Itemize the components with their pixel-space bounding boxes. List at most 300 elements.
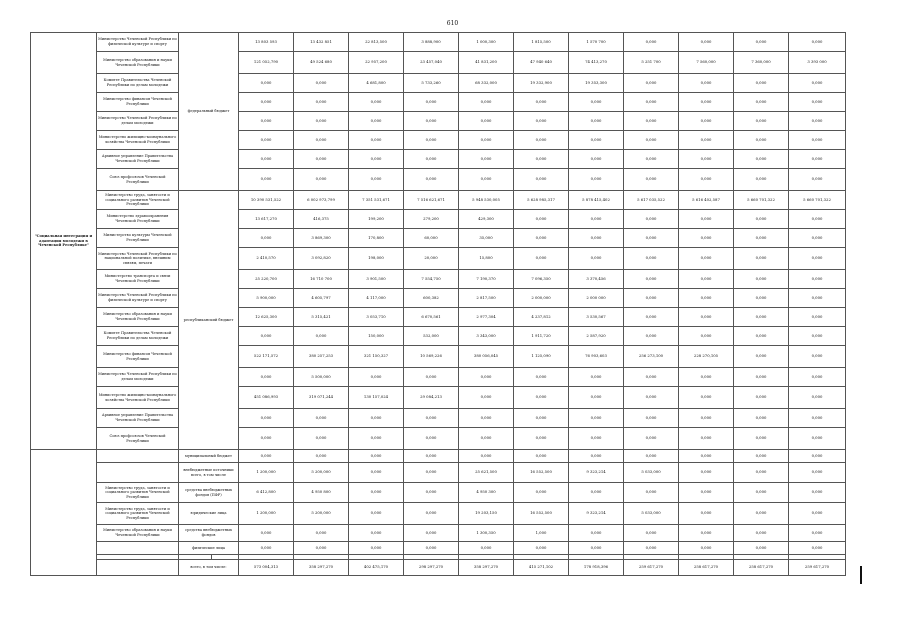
value-cell: 0,000 <box>349 93 404 112</box>
value-cell: 0,000 <box>679 93 734 112</box>
value-cell: 0,000 <box>734 387 789 409</box>
value-cell: 3 343,000 <box>459 327 514 346</box>
value-cell: 0,000 <box>624 131 679 150</box>
table-row <box>31 560 846 576</box>
table-row <box>31 346 846 368</box>
value-cell: 22 813,500 <box>349 33 404 52</box>
value-cell: 0,000 <box>624 308 679 327</box>
value-cell: 451 086,993 <box>239 387 294 409</box>
value-cell: 3 901,500 <box>349 270 404 289</box>
value-cell: 1 200,000 <box>239 503 294 525</box>
value-cell: 3 888,900 <box>404 33 459 52</box>
value-cell: 1 125,090 <box>514 346 569 368</box>
value-cell: 13 617,270 <box>239 210 294 229</box>
source-extra: средства внебюджетных фондов <box>179 525 239 542</box>
value-cell: 47 940 640 <box>514 52 569 74</box>
value-cell: 0,000 <box>789 33 846 52</box>
value-cell: 0,000 <box>294 150 349 169</box>
value-cell: 3 530,567 <box>569 308 624 327</box>
value-cell: 6 002 973,799 <box>294 191 349 210</box>
value-cell: 35,000 <box>459 229 514 248</box>
org-name: Союз профсоюзов Чеченской Республики <box>97 428 179 450</box>
value-cell: 0,000 <box>569 525 624 542</box>
value-cell: 0,000 <box>459 368 514 387</box>
value-cell: 380 056,045 <box>459 346 514 368</box>
value-cell: 2 817,500 <box>459 289 514 308</box>
value-cell: 0,000 <box>679 150 734 169</box>
value-cell: 0,000 <box>734 428 789 450</box>
value-cell: 298 297,270 <box>404 560 459 576</box>
value-cell: 0,000 <box>294 112 349 131</box>
value-cell: 0,000 <box>459 112 514 131</box>
source-municipal: муниципальный бюджет <box>179 450 239 463</box>
source-individuals: физические лица <box>179 542 239 555</box>
org-name: Союз профсоюзов Чеченской Республики <box>97 169 179 191</box>
value-cell: 3 393 000 <box>789 52 846 74</box>
value-cell: 0,000 <box>679 131 734 150</box>
org-name: Министерство труда, занятости и социального развития Чеченской Республики <box>97 503 179 525</box>
value-cell: 358 297,270 <box>294 560 349 576</box>
value-cell: 0,000 <box>734 150 789 169</box>
value-cell: 2 410,570 <box>239 248 294 270</box>
value-cell: 259 617,270 <box>789 560 846 576</box>
value-cell: 0,000 <box>349 169 404 191</box>
value-cell: 0,000 <box>789 483 846 503</box>
source-extra: юридические лица <box>179 503 239 525</box>
source-extra: средства внебюджетных фондов (ПФР) <box>179 483 239 503</box>
value-cell: 0,000 <box>239 229 294 248</box>
table-row <box>31 131 846 150</box>
value-cell: 9 323,214 <box>569 503 624 525</box>
value-cell: 0,000 <box>789 346 846 368</box>
value-cell: 0,000 <box>569 428 624 450</box>
source-federal: федеральный бюджет <box>179 33 239 191</box>
value-cell: 0,000 <box>624 33 679 52</box>
value-cell: 3 053,710 <box>349 308 404 327</box>
value-cell: 0,000 <box>294 169 349 191</box>
value-cell: 0,000 <box>294 131 349 150</box>
table-row <box>31 463 846 483</box>
value-cell: 1,000 <box>514 525 569 542</box>
value-cell: 0,000 <box>349 150 404 169</box>
value-cell: 0,000 <box>734 210 789 229</box>
value-cell: 0,000 <box>239 525 294 542</box>
table-row <box>31 542 846 555</box>
table-row <box>31 483 846 503</box>
value-cell: 5 315,421 <box>294 308 349 327</box>
table-row <box>31 169 846 191</box>
org-name: Министерство образования и науки Чеченской Республики <box>97 52 179 74</box>
table-row <box>31 308 846 327</box>
value-cell: 5 628 985,317 <box>514 191 569 210</box>
value-cell: 0,000 <box>459 450 514 463</box>
value-cell: 10 390 531,522 <box>239 191 294 210</box>
value-cell: 0,000 <box>734 270 789 289</box>
value-cell: 5 033,000 <box>624 463 679 483</box>
value-cell: 0,000 <box>514 210 569 229</box>
org-name: Архивное управление Правительства Чеченской Республики <box>97 150 179 169</box>
total-label: всего, в том числе: <box>179 560 239 576</box>
program-title: "Социальная интеграция и адаптация молодежи в Чеченской Республике" <box>31 33 97 450</box>
value-cell: 0,000 <box>789 289 846 308</box>
value-cell: 0,000 <box>569 368 624 387</box>
table-row <box>31 387 846 409</box>
value-cell: 0,000 <box>239 327 294 346</box>
value-cell: 0,000 <box>679 409 734 428</box>
value-cell: 319 071,244 <box>294 387 349 409</box>
value-cell: 0,000 <box>679 428 734 450</box>
value-cell: 0,000 <box>239 169 294 191</box>
org-name: Министерство Чеченской Республики по делам молодежи <box>97 368 179 387</box>
org-name: Комитет Правительства Чеченской Республики по делам молодежи <box>97 74 179 93</box>
value-cell: 5 900,000 <box>239 289 294 308</box>
source-extra-total: внебюджетные источники всего, в том числе <box>179 463 239 483</box>
value-cell: 0,000 <box>624 542 679 555</box>
value-cell: 0,000 <box>514 93 569 112</box>
value-cell: 7 560,000 <box>679 52 734 74</box>
value-cell: 0,000 <box>734 229 789 248</box>
value-cell: 0,000 <box>569 409 624 428</box>
value-cell: 5 660 701,322 <box>789 191 846 210</box>
value-cell: 259 617,270 <box>624 560 679 576</box>
value-cell: 4 117,000 <box>349 289 404 308</box>
org-name: Министерство культуры Чеченской Республики <box>97 229 179 248</box>
value-cell: 7 190,370 <box>459 270 514 289</box>
value-cell: 0,000 <box>294 327 349 346</box>
value-cell: 74 413,270 <box>569 52 624 74</box>
value-cell: 0,000 <box>679 210 734 229</box>
value-cell: 0,000 <box>514 131 569 150</box>
value-cell: 0,000 <box>294 542 349 555</box>
value-cell: 0,000 <box>404 409 459 428</box>
value-cell: 0,000 <box>349 450 404 463</box>
value-cell: 0,000 <box>734 248 789 270</box>
value-cell: 0,000 <box>734 74 789 93</box>
value-cell: 0,000 <box>514 409 569 428</box>
value-cell: 0,000 <box>349 483 404 503</box>
value-cell: 0,000 <box>789 450 846 463</box>
value-cell: 0,000 <box>514 248 569 270</box>
value-cell: 2 000,000 <box>514 289 569 308</box>
value-cell: 198,000 <box>349 248 404 270</box>
value-cell: 0,000 <box>624 169 679 191</box>
value-cell: 0,000 <box>789 248 846 270</box>
value-cell: 10 569,226 <box>404 346 459 368</box>
value-cell: 5 616 402,587 <box>679 191 734 210</box>
value-cell: 0,000 <box>679 463 734 483</box>
value-cell: 0,000 <box>569 248 624 270</box>
value-cell: 0,000 <box>734 463 789 483</box>
empty-cell <box>97 560 179 576</box>
value-cell: 0,000 <box>459 409 514 428</box>
value-cell: 25 220,700 <box>239 270 294 289</box>
value-cell: 0,000 <box>569 169 624 191</box>
value-cell: 9 323,214 <box>569 463 624 483</box>
value-cell: 0,000 <box>789 368 846 387</box>
value-cell: 4 950 800 <box>294 483 349 503</box>
org-name: Министерство Чеченской Республики по национальной политике, внешним связям, печати <box>97 248 179 270</box>
value-cell: 0,000 <box>734 112 789 131</box>
value-cell: 0,000 <box>679 33 734 52</box>
value-cell: 5 948 530,005 <box>459 191 514 210</box>
value-cell: 0,000 <box>349 131 404 150</box>
value-cell: 0,000 <box>404 169 459 191</box>
value-cell: 0,000 <box>294 450 349 463</box>
value-cell: 0,000 <box>679 483 734 503</box>
value-cell: 258 617,270 <box>734 560 789 576</box>
value-cell: 0,000 <box>569 112 624 131</box>
value-cell: 0,000 <box>624 368 679 387</box>
value-cell: 0,000 <box>789 463 846 483</box>
value-cell: 0,000 <box>679 503 734 525</box>
table-row <box>31 248 846 270</box>
value-cell: 5 033,000 <box>624 503 679 525</box>
value-cell: 19 353,300 <box>569 74 624 93</box>
value-cell: 0,000 <box>734 483 789 503</box>
value-cell: 256 273,100 <box>624 346 679 368</box>
value-cell: 0,000 <box>624 150 679 169</box>
value-cell: 16 710 700 <box>294 270 349 289</box>
org-name: Министерство образования и науки Чеченской Республики <box>97 525 179 542</box>
value-cell: 2 000 000 <box>569 289 624 308</box>
value-cell: 49 524 680 <box>294 52 349 74</box>
value-cell: 13 803 593 <box>239 33 294 52</box>
value-cell: 0,000 <box>734 93 789 112</box>
org-name: Министерство образования и науки Чеченской Республики <box>97 308 179 327</box>
value-cell: 0,000 <box>459 428 514 450</box>
org-name: Министерство труда, занятости и социального развития Чеченской Республики <box>97 483 179 503</box>
value-cell: 0,000 <box>514 542 569 555</box>
value-cell: 0,000 <box>624 112 679 131</box>
value-cell: 0,000 <box>624 428 679 450</box>
org-name: Министерство жилищно-коммунального хозяйства Чеченской Республики <box>97 387 179 409</box>
value-cell: 0,000 <box>239 450 294 463</box>
value-cell: 0,000 <box>679 450 734 463</box>
value-cell: 0,000 <box>734 525 789 542</box>
value-cell: 121 052,790 <box>239 52 294 74</box>
value-cell: 22 957,200 <box>349 52 404 74</box>
value-cell: 6 412,800 <box>239 483 294 503</box>
value-cell: 19 203,150 <box>459 503 514 525</box>
value-cell: 0,000 <box>624 210 679 229</box>
value-cell: 170,800 <box>349 229 404 248</box>
value-cell: 279,200 <box>404 210 459 229</box>
value-cell: 0,000 <box>569 93 624 112</box>
value-cell: 532,000 <box>404 327 459 346</box>
org-name: Министерство жилищно-коммунального хозяйства Чеченской Республики <box>97 131 179 150</box>
value-cell: 0,000 <box>514 450 569 463</box>
table-row <box>31 270 846 289</box>
value-cell: 41 831,200 <box>459 52 514 74</box>
value-cell: 0,000 <box>734 503 789 525</box>
value-cell: 0,000 <box>734 346 789 368</box>
value-cell: 0,000 <box>404 112 459 131</box>
value-cell: 5 200,000 <box>294 463 349 483</box>
value-cell: 0,000 <box>294 409 349 428</box>
value-cell: 0,000 <box>624 483 679 503</box>
value-cell: 0,000 <box>679 525 734 542</box>
value-cell: 0,000 <box>404 150 459 169</box>
value-cell: 0,000 <box>404 131 459 150</box>
value-cell: 0,000 <box>624 450 679 463</box>
value-cell: 0,000 <box>404 542 459 555</box>
value-cell: 0,000 <box>294 428 349 450</box>
value-cell: 0,000 <box>679 169 734 191</box>
value-cell: 20,000 <box>404 248 459 270</box>
table-row <box>31 191 846 210</box>
value-cell: 5 878 415,402 <box>569 191 624 210</box>
value-cell: 0,000 <box>569 450 624 463</box>
table-row <box>31 210 846 229</box>
value-cell: 5 200,000 <box>294 503 349 525</box>
value-cell: 12 625,300 <box>239 308 294 327</box>
value-cell: 0,000 <box>789 210 846 229</box>
value-cell: 258 617,270 <box>679 560 734 576</box>
value-cell: 4 950 300 <box>459 483 514 503</box>
source-republic: республиканский бюджет <box>179 191 239 450</box>
value-cell: 1 815,500 <box>514 33 569 52</box>
table-row <box>31 33 846 52</box>
value-cell: 0,000 <box>349 542 404 555</box>
value-cell: 0,000 <box>789 270 846 289</box>
table-row <box>31 525 846 542</box>
value-cell: 23 457,040 <box>404 52 459 74</box>
value-cell: 573 004,313 <box>239 560 294 576</box>
value-cell: 0,000 <box>404 450 459 463</box>
value-cell: 4 237,812 <box>514 308 569 327</box>
org-name: Архивное управление Правительства Чеченской Республики <box>97 409 179 428</box>
value-cell: 0,000 <box>789 150 846 169</box>
value-cell: 6 670,561 <box>404 308 459 327</box>
value-cell: 0,000 <box>349 428 404 450</box>
value-cell: 0,000 <box>679 327 734 346</box>
value-cell: 13 432 851 <box>294 33 349 52</box>
org-name: Министерство Чеченской Республики по делам молодежи <box>97 112 179 131</box>
value-cell: 3 092,820 <box>294 248 349 270</box>
value-cell: 0,000 <box>294 74 349 93</box>
value-cell: 0,000 <box>679 229 734 248</box>
value-cell: 0,000 <box>734 542 789 555</box>
value-cell: 0,000 <box>679 112 734 131</box>
org-name: Министерство финансов Чеченской Республики <box>97 93 179 112</box>
value-cell: 0,000 <box>789 503 846 525</box>
value-cell: 0,000 <box>734 327 789 346</box>
org-name: Министерство здравоохранения Чеченской Республики <box>97 210 179 229</box>
table-row <box>31 74 846 93</box>
table-row <box>31 93 846 112</box>
empty-cell <box>97 450 179 463</box>
value-cell: 380 257,253 <box>294 346 349 368</box>
value-cell: 0,000 <box>349 503 404 525</box>
empty-cell <box>97 463 179 483</box>
value-cell: 0,000 <box>569 131 624 150</box>
value-cell: 0,000 <box>514 169 569 191</box>
org-name: Министерство труда, занятости и социального развития Чеченской Республики <box>97 191 179 210</box>
value-cell: 1 911,720 <box>514 327 569 346</box>
value-cell: 0,000 <box>624 387 679 409</box>
value-cell: 0,000 <box>349 368 404 387</box>
value-cell: 0,000 <box>789 131 846 150</box>
value-cell: 0,000 <box>569 542 624 555</box>
table-row <box>31 450 846 463</box>
table-row <box>31 229 846 248</box>
value-cell: 228 270,105 <box>679 346 734 368</box>
value-cell: 0,000 <box>514 483 569 503</box>
value-cell: 600,382 <box>404 289 459 308</box>
value-cell: 1 000,300 <box>459 33 514 52</box>
value-cell: 4 605,797 <box>294 289 349 308</box>
value-cell: 1 300,350 <box>459 525 514 542</box>
value-cell: 0,000 <box>514 387 569 409</box>
value-cell: 7 351 531,671 <box>349 191 404 210</box>
value-cell: 0,000 <box>514 150 569 169</box>
value-cell: 0,000 <box>459 131 514 150</box>
value-cell: 0,000 <box>404 503 459 525</box>
value-cell: 0,000 <box>459 150 514 169</box>
value-cell: 0,000 <box>789 229 846 248</box>
value-cell: 0,000 <box>404 525 459 542</box>
value-cell: 15,800 <box>459 248 514 270</box>
value-cell: 0,000 <box>679 387 734 409</box>
table-row <box>31 150 846 169</box>
page-number: 610 <box>446 20 459 27</box>
org-name: Министерство финансов Чеченской Республики <box>97 346 179 368</box>
value-cell: 0,000 <box>514 229 569 248</box>
value-cell: 0,000 <box>679 248 734 270</box>
value-cell: 429,300 <box>459 210 514 229</box>
value-cell: 2 587,920 <box>569 327 624 346</box>
table-row <box>31 52 846 74</box>
value-cell: 5 251 700 <box>624 52 679 74</box>
value-cell: 0,000 <box>789 169 846 191</box>
table-row <box>31 368 846 387</box>
budget-table <box>30 32 846 576</box>
value-cell: 0,000 <box>624 327 679 346</box>
value-cell: 0,000 <box>239 409 294 428</box>
table-row <box>31 428 846 450</box>
value-cell: 7 360,000 <box>734 52 789 74</box>
value-cell: 25 621,500 <box>459 463 514 483</box>
value-cell: 0,000 <box>624 409 679 428</box>
value-cell: 358 297,270 <box>459 560 514 576</box>
empty-cell <box>97 542 179 555</box>
value-cell: 0,000 <box>404 428 459 450</box>
value-cell: 76 903,603 <box>569 346 624 368</box>
value-cell: 0,000 <box>514 112 569 131</box>
value-cell: 3 370,456 <box>569 270 624 289</box>
value-cell: 0,000 <box>239 428 294 450</box>
value-cell: 0,000 <box>734 131 789 150</box>
value-cell: 0,000 <box>734 289 789 308</box>
value-cell: 4 681,800 <box>349 74 404 93</box>
org-name: Министерство Чеченской Республики по физической культуре и спорту <box>97 289 179 308</box>
value-cell: 0,000 <box>789 74 846 93</box>
value-cell: 1 570 700 <box>569 33 624 52</box>
value-cell: 415 271,102 <box>514 560 569 576</box>
value-cell: 0,000 <box>239 150 294 169</box>
value-cell: 0,000 <box>514 428 569 450</box>
value-cell: 0,000 <box>459 542 514 555</box>
value-cell: 0,000 <box>294 525 349 542</box>
value-cell: 0,000 <box>514 368 569 387</box>
value-cell: 522 171,572 <box>239 346 294 368</box>
value-cell: 7 554,750 <box>404 270 459 289</box>
value-cell: 0,000 <box>789 327 846 346</box>
org-name: Комитет Правительства Чеченской Республики по делам молодежи <box>97 327 179 346</box>
value-cell: 0,000 <box>349 525 404 542</box>
margin-marker <box>860 566 862 584</box>
value-cell: 0,000 <box>569 229 624 248</box>
